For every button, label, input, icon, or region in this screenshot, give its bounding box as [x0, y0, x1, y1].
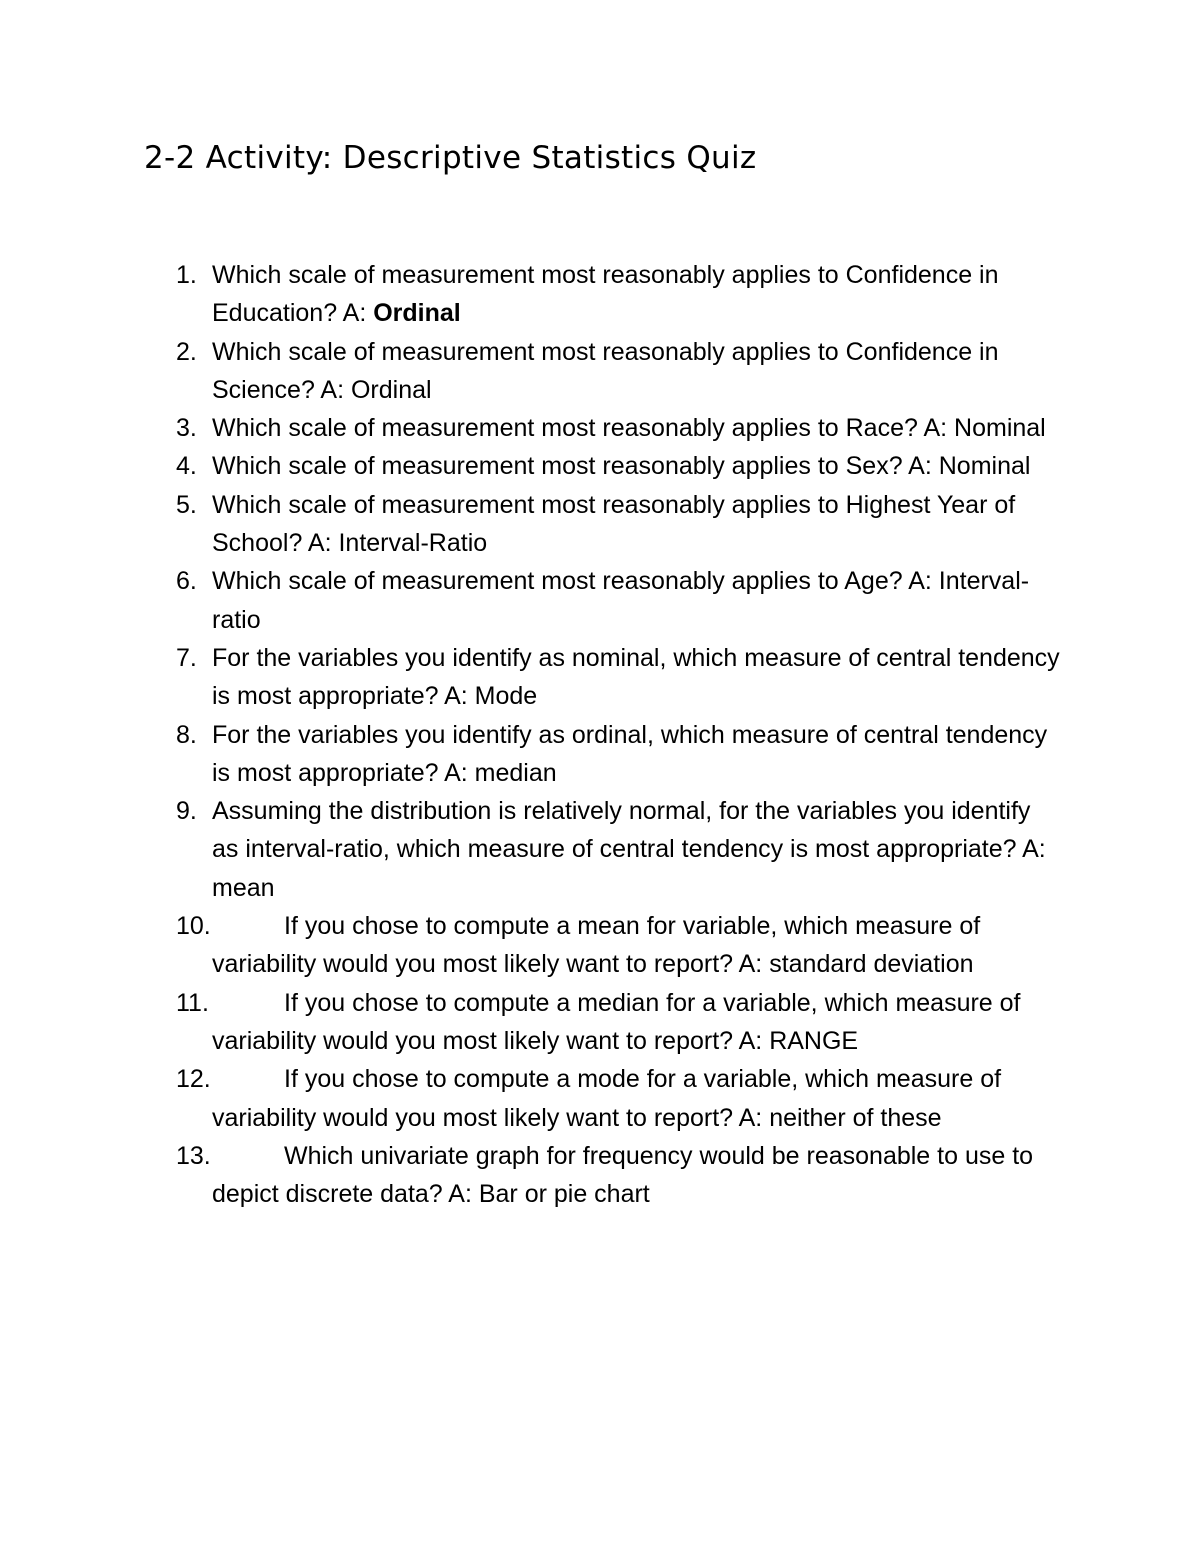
question-text: For the variables you identify as nominal, which measure of central tendency is most appropriate? A:: [212, 643, 1060, 711]
item-number: 5.: [176, 490, 197, 519]
list-item: [0, 333, 1062, 410]
item-number: 7.: [176, 643, 197, 672]
item-number: 12.: [176, 1065, 211, 1094]
question-text: Which scale of measurement most reasonably applies to Race? A:: [212, 414, 955, 443]
answer-text: RANGE: [769, 1026, 859, 1055]
answer-text: Nominal: [938, 452, 1031, 481]
list-item: [0, 639, 1062, 716]
list-item: [0, 792, 1062, 907]
answer-text: Ordinal: [373, 299, 461, 328]
item-number: 11.: [176, 988, 209, 1017]
list-item: [0, 409, 1062, 447]
answer-text: standard deviation: [769, 950, 974, 979]
answer-text: Nominal: [954, 414, 1046, 443]
item-number: 3.: [176, 414, 197, 443]
question-text: If you chose to compute a mean for variable, which measure of variability would you most likely want to report? A:: [212, 912, 981, 979]
list-item: [0, 486, 1062, 563]
answer-text: neither of these: [769, 1103, 942, 1132]
item-number: 8.: [176, 720, 197, 749]
item-number: 9.: [176, 797, 197, 826]
question-text: Which scale of measurement most reasonably applies to Confidence in Science? A:: [212, 337, 999, 404]
list-item: [0, 716, 1062, 793]
page-title: 2-2 Activity: Descriptive Statistics Quiz: [144, 140, 757, 176]
list-item: [0, 1137, 1062, 1214]
question-text: If you chose to compute a median for a variable, which measure of variability would you most likely want to report? A:: [212, 988, 1021, 1055]
answer-text: Interval-Ratio: [338, 529, 488, 558]
answer-text: Mode: [474, 682, 538, 711]
list-item: [0, 447, 1062, 485]
question-text: Which scale of measurement most reasonably applies to Confidence in Education? A:: [212, 261, 999, 328]
item-number: 1.: [176, 261, 197, 289]
item-number: 4.: [176, 452, 197, 481]
answer-text: Bar or pie chart: [478, 1180, 650, 1209]
question-text: For the variables you identify as ordinal, which measure of central tendency is most appropriate? A:: [212, 720, 1048, 787]
question-text: Assuming the distribution is relatively normal, for the variables you identify as interval-ratio, which measure of central tendency is most appropriate? A:: [212, 797, 1046, 864]
item-number: 2.: [176, 337, 197, 366]
list-item: [0, 1060, 1062, 1137]
list-item: [0, 562, 1062, 639]
answer-text: mean: [212, 873, 275, 902]
answer-text: Ordinal: [350, 375, 432, 404]
list-item: [0, 256, 1062, 333]
answer-text: median: [474, 758, 557, 787]
question-list: [0, 256, 1200, 1213]
item-number: 13.: [176, 1141, 211, 1170]
item-number: 6.: [176, 567, 197, 596]
question-text: Which univariate graph for frequency would be reasonable to use to depict discrete data? A:: [212, 1141, 1034, 1209]
list-item: [0, 984, 1062, 1061]
question-text: If you chose to compute a mode for a variable, which measure of variability would you most likely want to report? A:: [212, 1065, 1002, 1132]
question-text: Which scale of measurement most reasonably applies to Sex? A:: [212, 452, 939, 481]
list-item: [0, 907, 1062, 984]
question-text: Which scale of measurement most reasonably applies to Age? A:: [212, 567, 939, 596]
question-text: Which scale of measurement most reasonably applies to Highest Year of School? A:: [212, 490, 1016, 558]
item-number: 10.: [176, 912, 211, 941]
answer-text: Interval-ratio: [212, 567, 1030, 634]
